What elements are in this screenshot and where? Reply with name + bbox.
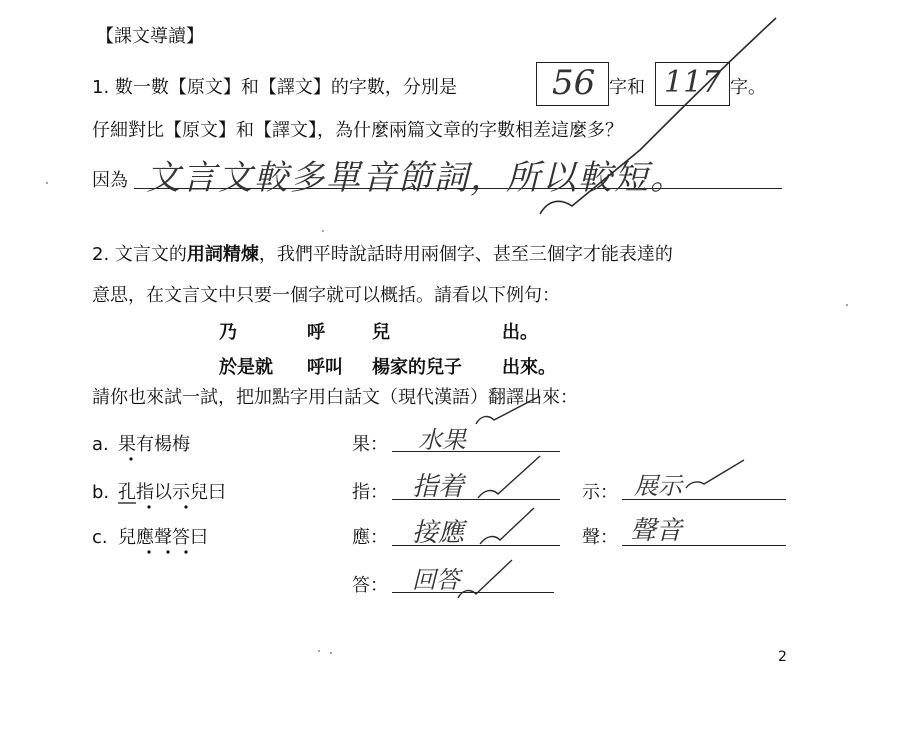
example-row1-cell2: 呼 — [307, 322, 325, 343]
scan-speck — [46, 182, 48, 184]
check-mark-c1 — [480, 508, 534, 544]
scan-speck — [318, 650, 320, 652]
q1-answer-original: 56 — [552, 63, 596, 103]
item-c-field2-label: 聲： — [582, 527, 618, 548]
q1-mid-text: 字和 — [609, 77, 645, 98]
emphasis-dot-a — [129, 457, 132, 460]
example-row2-cell4: 出來。 — [502, 357, 556, 378]
check-mark-b1 — [478, 456, 540, 498]
item-b-text: 孔指以示兒曰 — [118, 482, 226, 503]
emphasis-dot-c1 — [147, 550, 150, 553]
q1-question: 仔細對比【原文】和【譯文】，為什麼兩篇文章的字數相差這麼多？ — [92, 120, 623, 141]
emphasis-dot-b1 — [147, 505, 150, 508]
item-b-label: b. — [92, 482, 110, 503]
q2-line2: 意思，在文言文中只要一個字就可以概括。請看以下例句： — [92, 285, 560, 306]
q2-line1-prefix: 2. 文言文的 — [92, 244, 187, 265]
item-c-answer3: 回答 — [412, 566, 460, 594]
q1-prefix: 1. 數一數【原文】和【譯文】的字數，分別是 — [92, 77, 457, 98]
q2-line1-bold: 用詞精煉 — [186, 244, 259, 265]
item-a-answer: 水果 — [418, 426, 466, 454]
q2-line1 — [92, 244, 673, 266]
q1-because-label: 因為 — [92, 170, 128, 191]
item-c-label: c. — [92, 527, 108, 548]
q1-because-answer: 文言文較多單音節詞，所以較短。 — [146, 158, 686, 198]
page-number: 2 — [778, 649, 787, 665]
item-c-field3-label: 答： — [352, 575, 388, 596]
section-title: 【課文導讀】 — [96, 26, 204, 47]
q1-suffix: 字。 — [730, 77, 766, 98]
example-row2-cell3: 楊家的兒子 — [372, 357, 462, 378]
item-a-label: a. — [92, 434, 109, 455]
emphasis-dot-c3 — [184, 550, 187, 553]
example-row2-cell1: 於是就 — [219, 357, 273, 378]
item-b-answer2: 展示 — [634, 472, 682, 500]
item-b-field1-label: 指： — [352, 482, 388, 503]
item-c-text: 兒應聲答曰 — [118, 527, 208, 548]
item-c-answer1: 接應 — [412, 518, 465, 548]
item-b-field2-label: 示： — [582, 482, 618, 503]
item-c-answer2: 聲音 — [630, 516, 683, 546]
scan-speck — [330, 652, 332, 654]
emphasis-dot-c2 — [166, 550, 169, 553]
scan-speck — [322, 230, 324, 232]
emphasis-dot-b2 — [184, 505, 187, 508]
example-row1-cell1: 乃 — [219, 322, 237, 343]
example-row1-cell4: 出。 — [502, 322, 538, 343]
item-c-field1-label: 應： — [352, 527, 388, 548]
q1-answer-translation: 117 — [664, 65, 722, 100]
example-row1-cell3: 兒 — [372, 322, 390, 343]
q2-line1-suffix: ，我們平時說話時用兩個字、甚至三個字才能表達的 — [258, 244, 673, 265]
item-a-field-label: 果： — [352, 434, 388, 455]
example-row2-cell2: 呼叫 — [307, 357, 343, 378]
item-a-text: 果有楊梅 — [118, 434, 190, 455]
scan-speck — [846, 304, 848, 306]
q2-instruction: 請你也來試一試，把加點字用白話文（現代漢語）翻譯出來： — [92, 387, 578, 408]
item-b-answer1: 指着 — [412, 472, 465, 502]
check-mark-b2 — [686, 460, 744, 488]
